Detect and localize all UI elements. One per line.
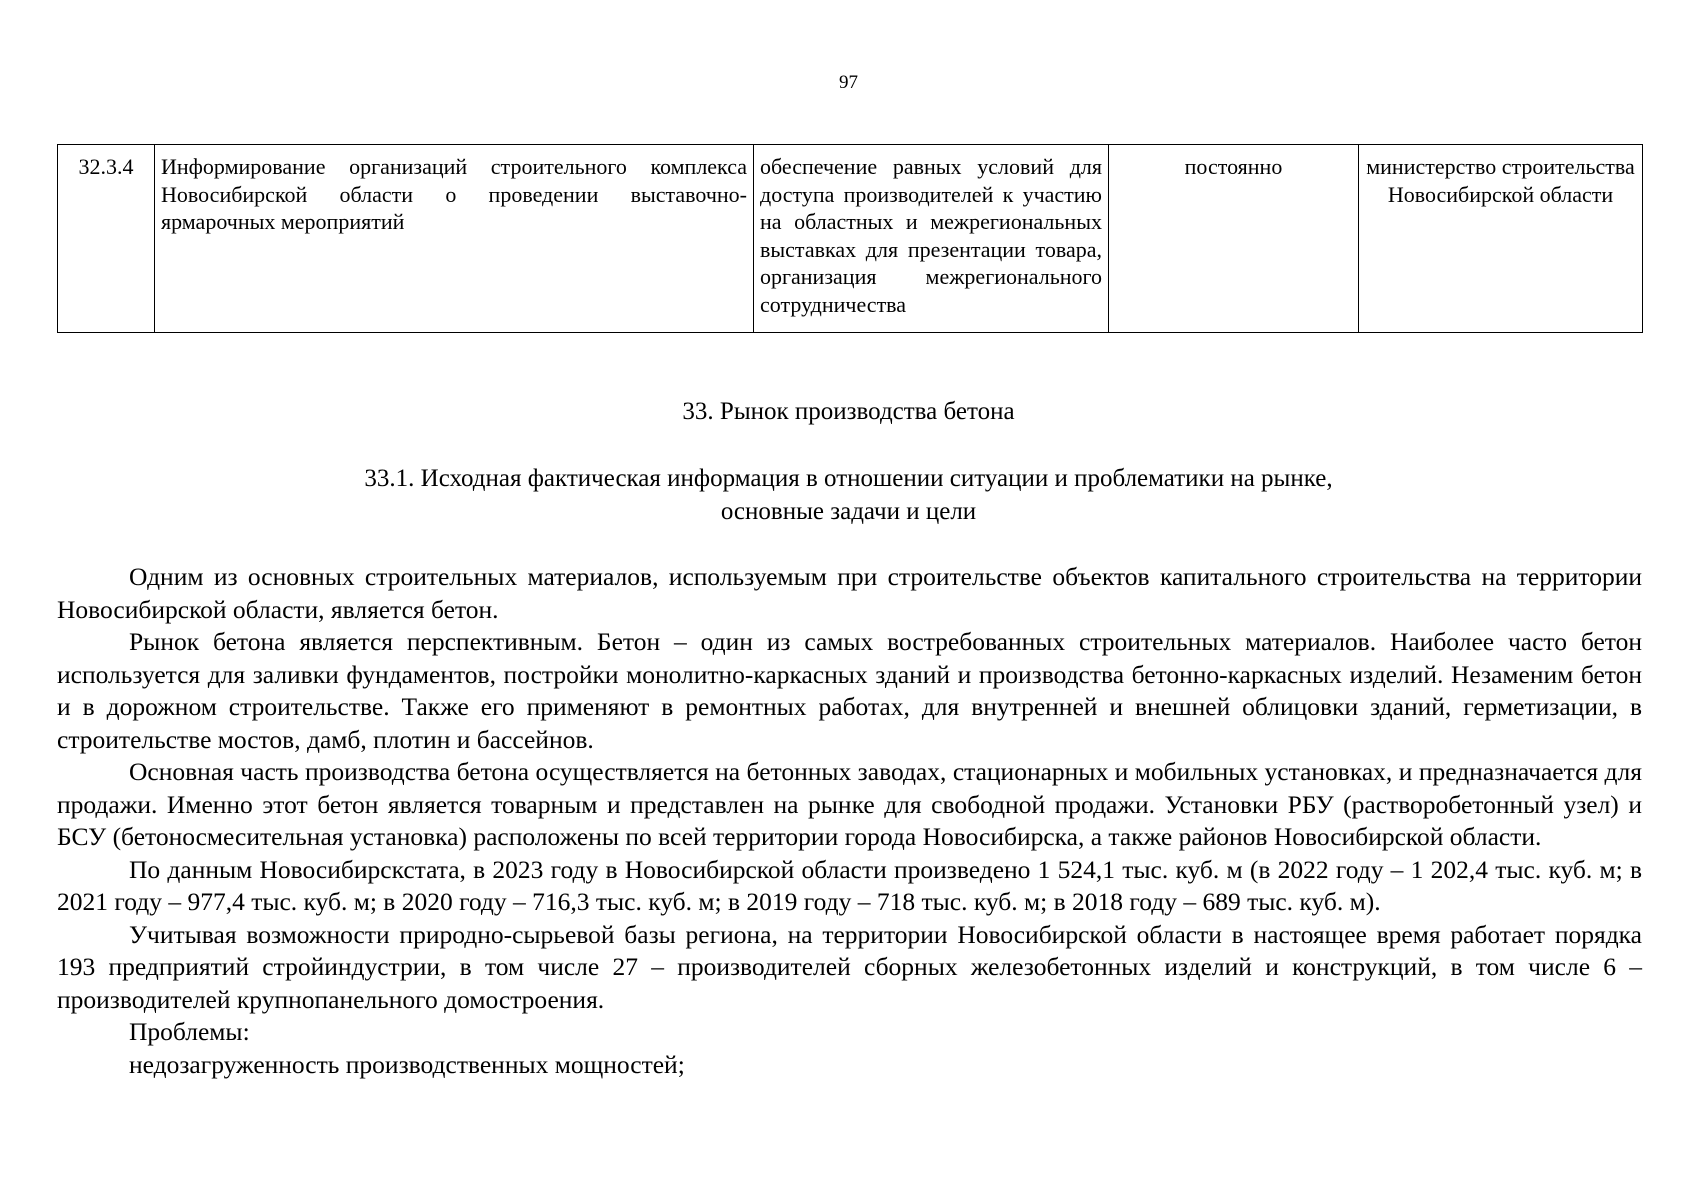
measure-term: постоянно <box>1109 145 1359 333</box>
paragraph: Учитывая возможности природно-сырьевой базы региона, на территории Новосибирской области в настоящее время работает порядка 193 предприятий стройиндустрии, в том числе 27 – производителей сборных железобетонных изделий и конструкций, в том числе 6 – производителей крупнопанельного домостроения. <box>57 919 1642 1014</box>
subsection-heading <box>0 462 1697 528</box>
body-text <box>57 561 1642 1081</box>
measure-name: Информирование организаций строительного комплекса Новосибирской области о проведении выставочно-ярмарочных мероприятий <box>155 145 754 333</box>
subsection-heading-line-1: 33.1. Исходная фактическая информация в отношении ситуации и проблематики на рынке, <box>364 465 1333 492</box>
paragraph: Основная часть производства бетона осуществляется на бетонных заводах, стационарных и мобильных установках, и предназначается для продажи. Именно этот бетон является товарным и представлен на рынке для свободной продажи. Установки РБУ (растворобетонный узел) и БСУ (бетоносмесительная установка) расположены по всей территории города Новосибирска, а также районов Новосибирской области. <box>57 757 1642 851</box>
problem-item: недозагруженность производственных мощностей; <box>129 1049 685 1079</box>
section-heading: 33. Рынок производства бетона <box>682 398 1015 425</box>
table-row <box>58 145 1643 333</box>
measure-responsible: министерство строительства Новосибирской области <box>1359 145 1643 333</box>
measure-number: 32.3.4 <box>58 145 155 333</box>
paragraph: По данным Новосибирскстата, в 2023 году в Новосибирской области произведено 1 524,1 тыс. куб. м (в 2022 году – 1 202,4 тыс. куб. м; в 2021 году – 977,4 тыс. куб. м; в 2020 году – 716,3 тыс. куб. м; в 2019 году – 718 тыс. куб. м; в 2018 году – 689 тыс. куб. м). <box>57 854 1642 916</box>
problems-label: Проблемы: <box>129 1017 250 1046</box>
paragraph: Рынок бетона является перспективным. Бетон – один из самых востребованных строительных материалов. Наиболее часто бетон используется для заливки фундаментов, постройки монолитно-каркасных зданий и производства бетонно-каркасных изделий. Незаменим бетон и в дорожном строительстве. Также его применяют в ремонтных работах, для внутренней и внешней облицовки зданий, герметизации, в строительстве мостов, дамб, плотин и бассейнов. <box>57 627 1642 754</box>
measure-result: обеспечение равных условий для доступа производителей к участию на областных и межрегиональных выставках для презентации товара, организация межрегионального сотрудничества <box>754 145 1109 333</box>
page-number: 97 <box>839 72 858 93</box>
subsection-heading-line-2: основные задачи и цели <box>720 498 977 525</box>
measures-table <box>57 144 1643 333</box>
paragraph: Одним из основных строительных материалов, используемым при строительстве объектов капитального строительства на территории Новосибирской области, является бетон. <box>57 562 1642 624</box>
